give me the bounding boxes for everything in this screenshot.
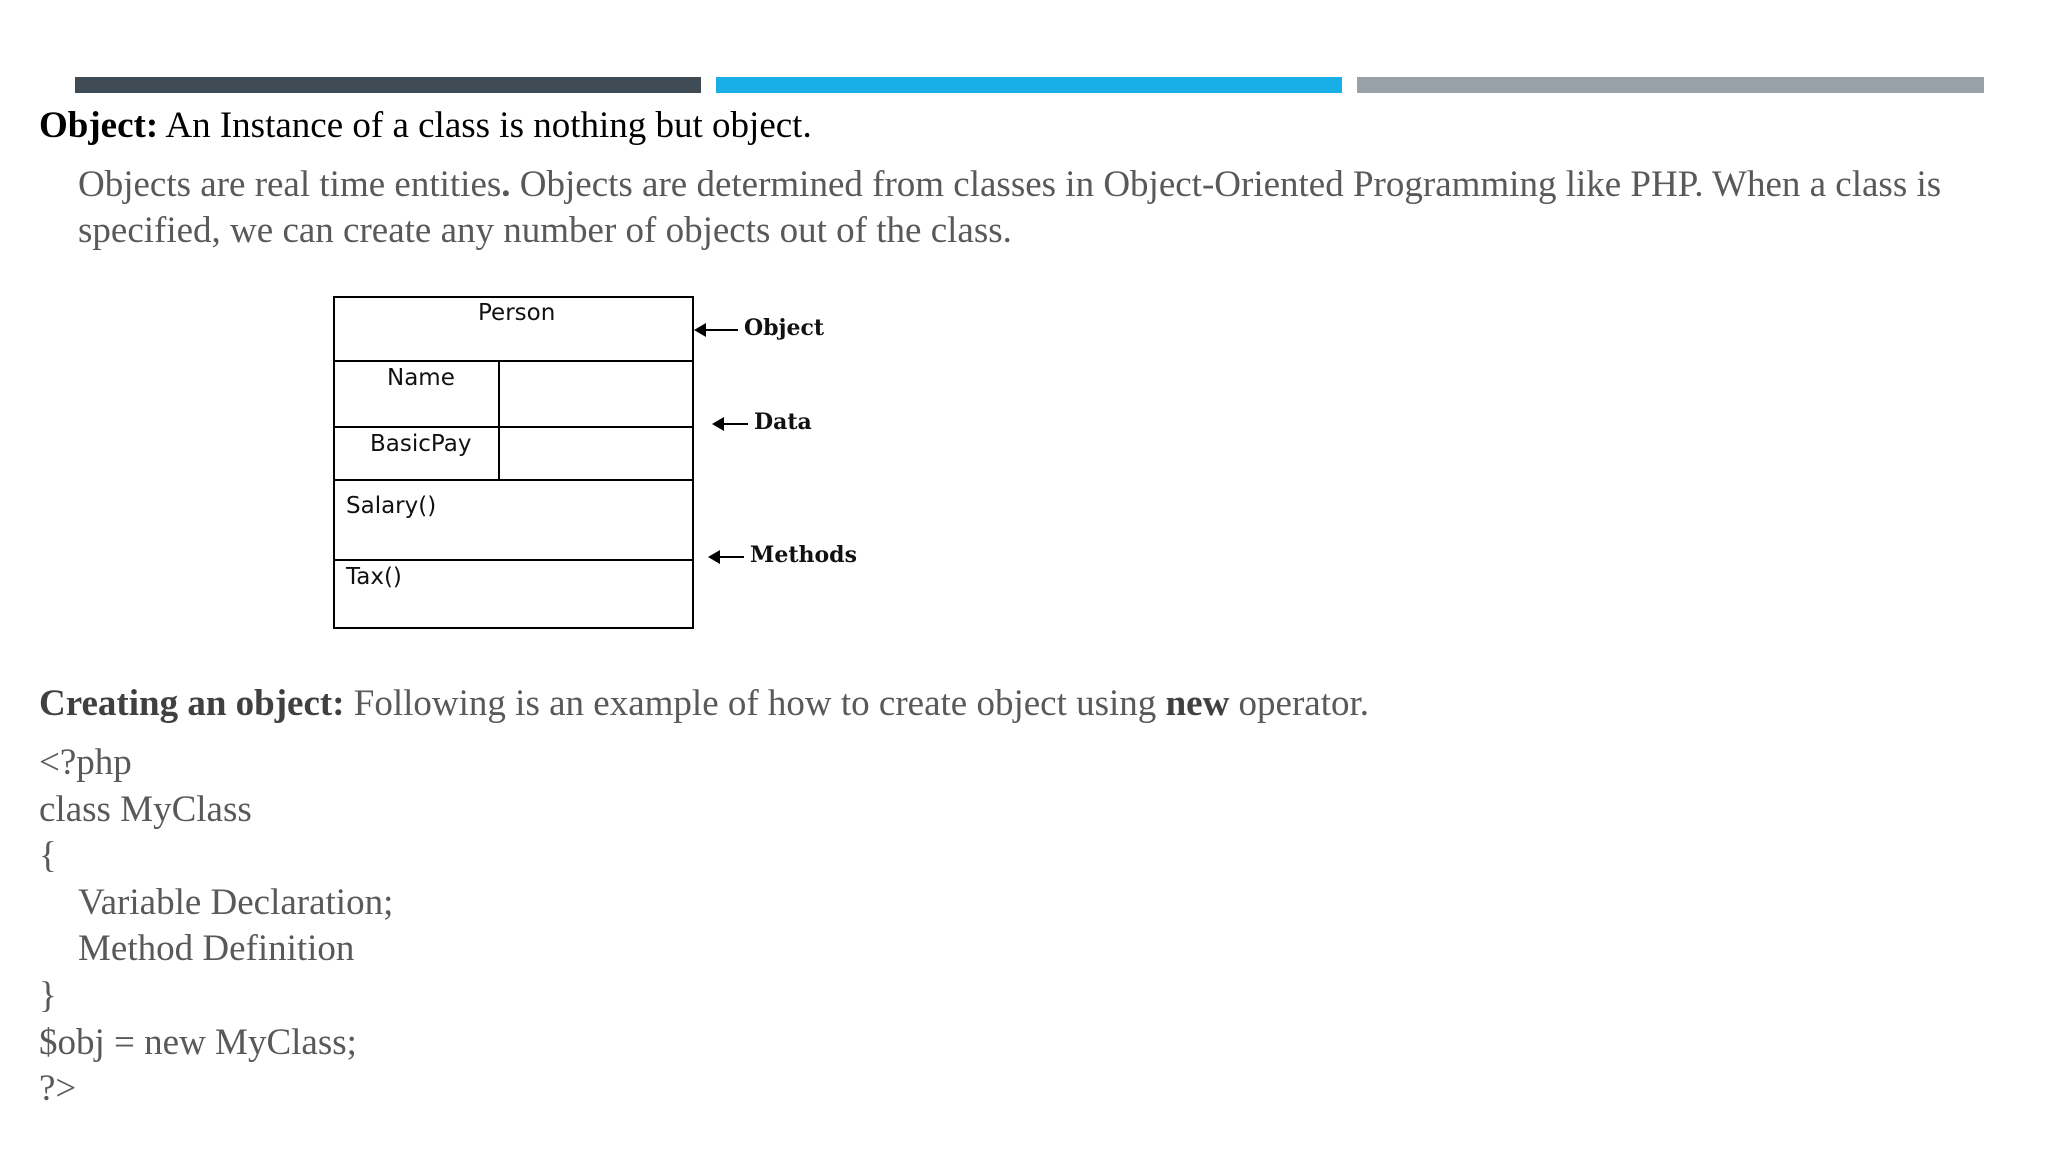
object-label-annotation: Object <box>744 315 825 341</box>
class-name: Person <box>478 300 556 326</box>
description-part-1: Objects are real time entities <box>78 164 502 205</box>
new-keyword: new <box>1165 683 1230 724</box>
description-bold-period: . <box>501 164 511 205</box>
code-line: <?php <box>39 742 132 783</box>
code-line: Variable Declaration; <box>78 882 394 923</box>
header-bar-gray <box>1357 77 1984 93</box>
methods-arrow-icon <box>710 556 744 558</box>
method-divider <box>333 559 694 561</box>
methods-label-annotation: Methods <box>750 542 857 568</box>
field-name: Name <box>387 365 455 391</box>
object-definition <box>39 104 812 148</box>
code-line: ?> <box>39 1068 77 1109</box>
field-basicpay: BasicPay <box>370 431 472 457</box>
field-divider <box>333 426 694 428</box>
code-line: } <box>39 975 57 1016</box>
method-salary: Salary() <box>346 493 437 519</box>
method-tax: Tax() <box>346 564 402 590</box>
code-line: $obj = new MyClass; <box>39 1022 357 1063</box>
data-label-annotation: Data <box>754 409 812 435</box>
fields-methods-divider <box>333 479 694 481</box>
object-description <box>78 162 2038 254</box>
header-bar-blue <box>716 77 1342 93</box>
class-name-divider <box>333 360 694 362</box>
data-arrow-icon <box>714 423 748 425</box>
code-line: Method Definition <box>78 928 355 969</box>
creating-text-before: Following is an example of how to create object using <box>344 683 1166 724</box>
description-part-2: Objects are determined from classes in Object-Oriented Programming like PHP. When a class is specified, we can create any number of objects out of the class. <box>78 164 1942 251</box>
code-line: { <box>39 835 57 876</box>
creating-object-line <box>39 682 1369 726</box>
creating-label: Creating an object: <box>39 683 345 724</box>
object-label: Object: <box>39 105 159 146</box>
field-value-divider <box>498 360 500 481</box>
header-bar-dark <box>75 77 701 93</box>
creating-text-after: operator. <box>1229 683 1370 724</box>
class-diagram <box>330 293 870 633</box>
object-definition-text: An Instance of a class is nothing but object. <box>158 105 812 146</box>
object-arrow-icon <box>696 329 738 331</box>
code-line: class MyClass <box>39 789 252 830</box>
